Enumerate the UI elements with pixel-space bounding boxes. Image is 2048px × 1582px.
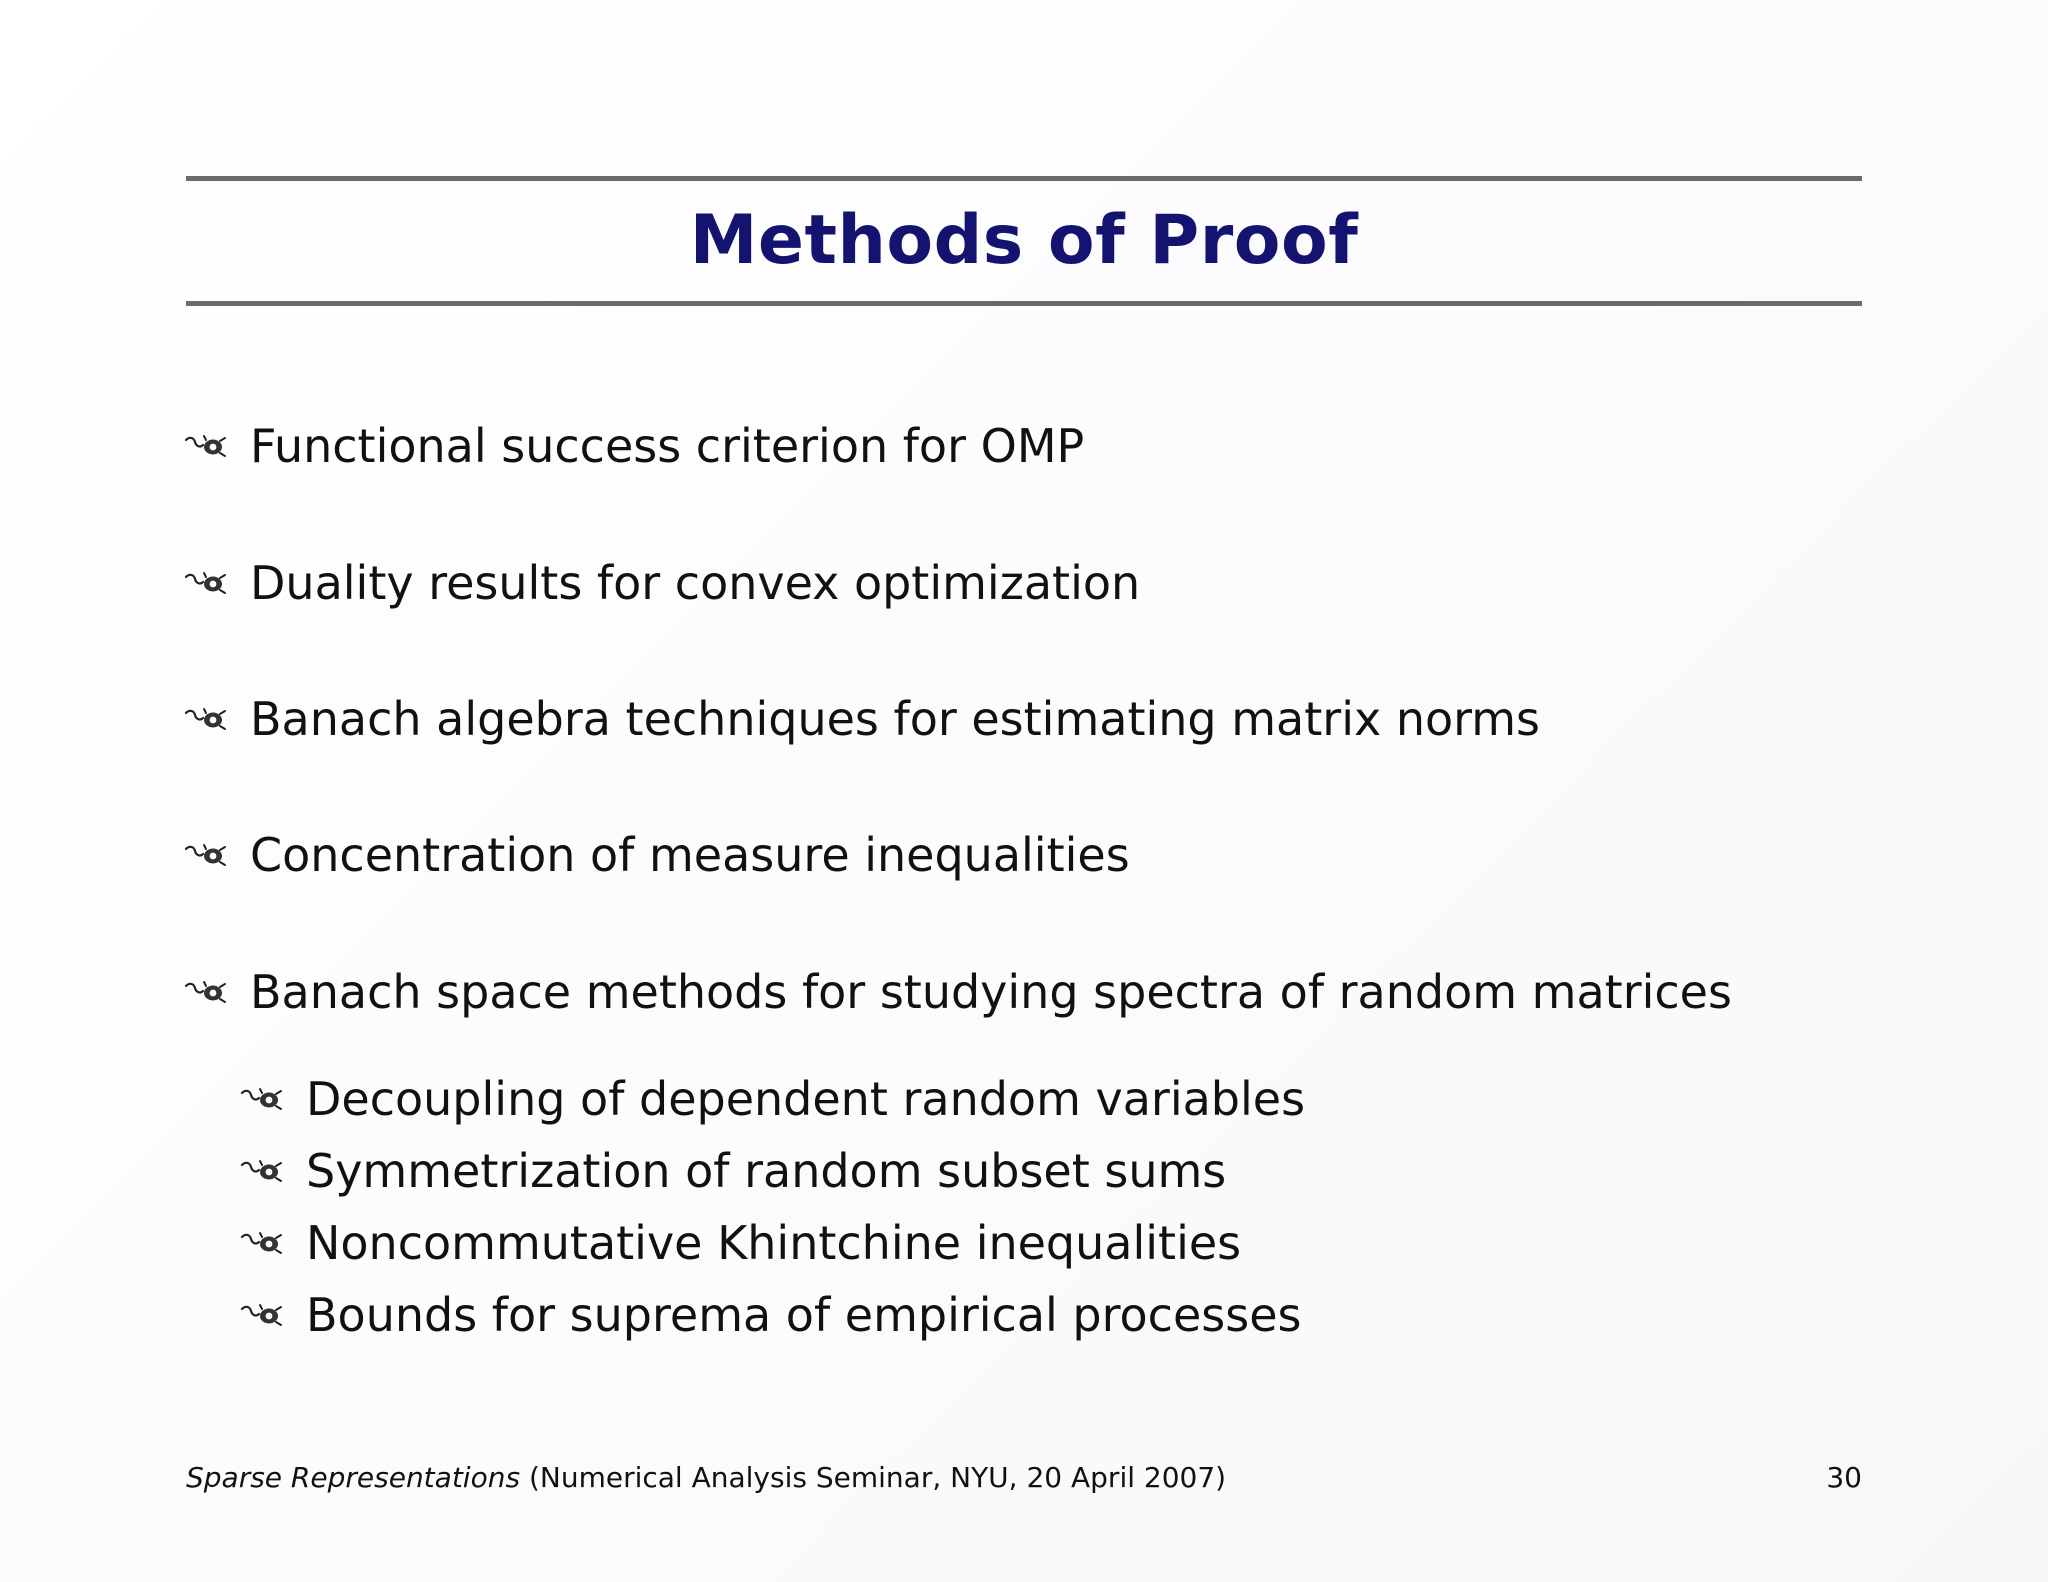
fleuron-bullet-icon [240, 1300, 284, 1330]
slide-title: Methods of Proof [689, 201, 1359, 280]
title-top-rule [186, 176, 1862, 181]
sub-bullet-item [240, 1287, 1301, 1343]
bullet-item [184, 964, 1732, 1020]
sub-bullet-text: Decoupling of dependent random variables [306, 1072, 1306, 1126]
slide-footer [186, 1460, 1226, 1496]
sub-bullet-item [240, 1071, 1305, 1127]
sub-bullet-text: Bounds for suprema of empirical processes [306, 1288, 1302, 1342]
sub-bullet-item [240, 1143, 1226, 1199]
fleuron-bullet-icon [240, 1156, 284, 1186]
sub-bullet-text: Symmetrization of random subset sums [306, 1144, 1227, 1198]
fleuron-bullet-icon [184, 431, 228, 461]
bullet-text: Banach space methods for studying spectra of random matrices [250, 965, 1732, 1019]
fleuron-bullet-icon [184, 977, 228, 1007]
bullet-item [184, 691, 1540, 747]
bullet-text: Banach algebra techniques for estimating matrix norms [250, 692, 1540, 746]
bullet-text: Concentration of measure inequalities [250, 828, 1130, 882]
page-number: 30 [1826, 1461, 1862, 1494]
title-bottom-rule [186, 301, 1862, 306]
fleuron-bullet-icon [240, 1084, 284, 1114]
bullet-item [184, 827, 1130, 883]
bullet-item [184, 555, 1140, 611]
bullet-text: Functional success criterion for OMP [250, 419, 1085, 473]
fleuron-bullet-icon [240, 1228, 284, 1258]
sub-bullet-item [240, 1215, 1241, 1271]
fleuron-bullet-icon [184, 568, 228, 598]
footer-talk-title: Sparse Representations [186, 1461, 521, 1494]
fleuron-bullet-icon [184, 840, 228, 870]
sub-bullet-text: Noncommutative Khintchine inequalities [306, 1216, 1242, 1270]
fleuron-bullet-icon [184, 704, 228, 734]
bullet-text: Duality results for convex optimization [250, 556, 1141, 610]
bullet-item [184, 418, 1084, 474]
footer-venue: (Numerical Analysis Seminar, NYU, 20 April 2007) [528, 1461, 1227, 1494]
